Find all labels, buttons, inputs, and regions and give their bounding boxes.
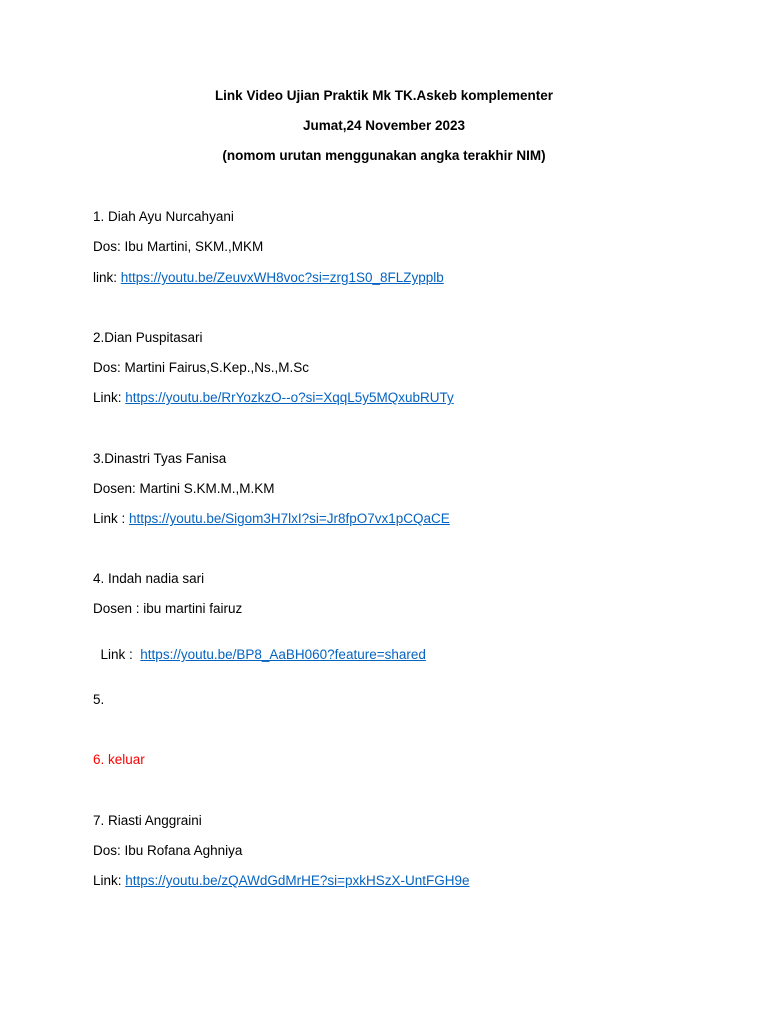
entry-3-name: 3.Dinastri Tyas Fanisa [93, 451, 227, 466]
entry-4-link-line [93, 632, 426, 662]
entry-7-video-link[interactable]: https://youtu.be/zQAWdGdMrHE?si=pxkHSzX-UntFGH9e [125, 873, 470, 888]
entry-3-link-label: Link : [93, 511, 130, 526]
document-date: Jumat,24 November 2023 [302, 118, 466, 133]
entry-7-link-label: Link: [93, 873, 126, 888]
entry-5-name: 5. [93, 692, 105, 707]
entry-7-link-line [93, 873, 470, 888]
entry-4-video-link[interactable]: https://youtu.be/BP8_AaBH060?feature=shared [140, 647, 426, 662]
entry-1-name: 1. Diah Ayu Nurcahyani [93, 209, 234, 224]
document-title: Link Video Ujian Praktik Mk TK.Askeb komplementer [214, 88, 554, 103]
entry-3-dosen: Dosen: Martini S.KM.M.,M.KM [93, 481, 275, 496]
entry-4-dosen: Dosen : ibu martini fairuz [93, 601, 243, 616]
entry-3-video-link[interactable]: https://youtu.be/Sigom3H7lxI?si=Jr8fpO7vx1pCQaCE [129, 511, 450, 526]
entry-4-name: 4. Indah nadia sari [93, 571, 205, 586]
entry-2-video-link[interactable]: https://youtu.be/RrYozkzO--o?si=XqqL5y5MQxubRUTy [125, 390, 454, 405]
entry-3-link-line [93, 511, 450, 526]
entry-1-video-link[interactable]: https://youtu.be/ZeuvxWH8voc?si=zrg1S0_8FLZypplb [120, 270, 444, 285]
entry-6-name: 6. keluar [93, 752, 145, 767]
entry-1-link-label: link: [93, 270, 121, 285]
entry-2-name: 2.Dian Puspitasari [93, 330, 203, 345]
entry-7-dosen: Dos: Ibu Rofana Aghniya [93, 843, 243, 858]
entry-2-link-line [93, 390, 454, 405]
entry-1-dosen: Dos: Ibu Martini, SKM.,MKM [93, 239, 264, 254]
document-note: (nomom urutan menggunakan angka terakhir NIM) [222, 148, 546, 163]
entry-2-link-label: Link: [93, 390, 126, 405]
entry-4-link-label: Link : [100, 647, 141, 662]
entry-7-name: 7. Riasti Anggraini [93, 813, 202, 828]
entry-1-link-line [93, 270, 444, 285]
entry-2-dosen: Dos: Martini Fairus,S.Kep.,Ns.,M.Sc [93, 360, 310, 375]
